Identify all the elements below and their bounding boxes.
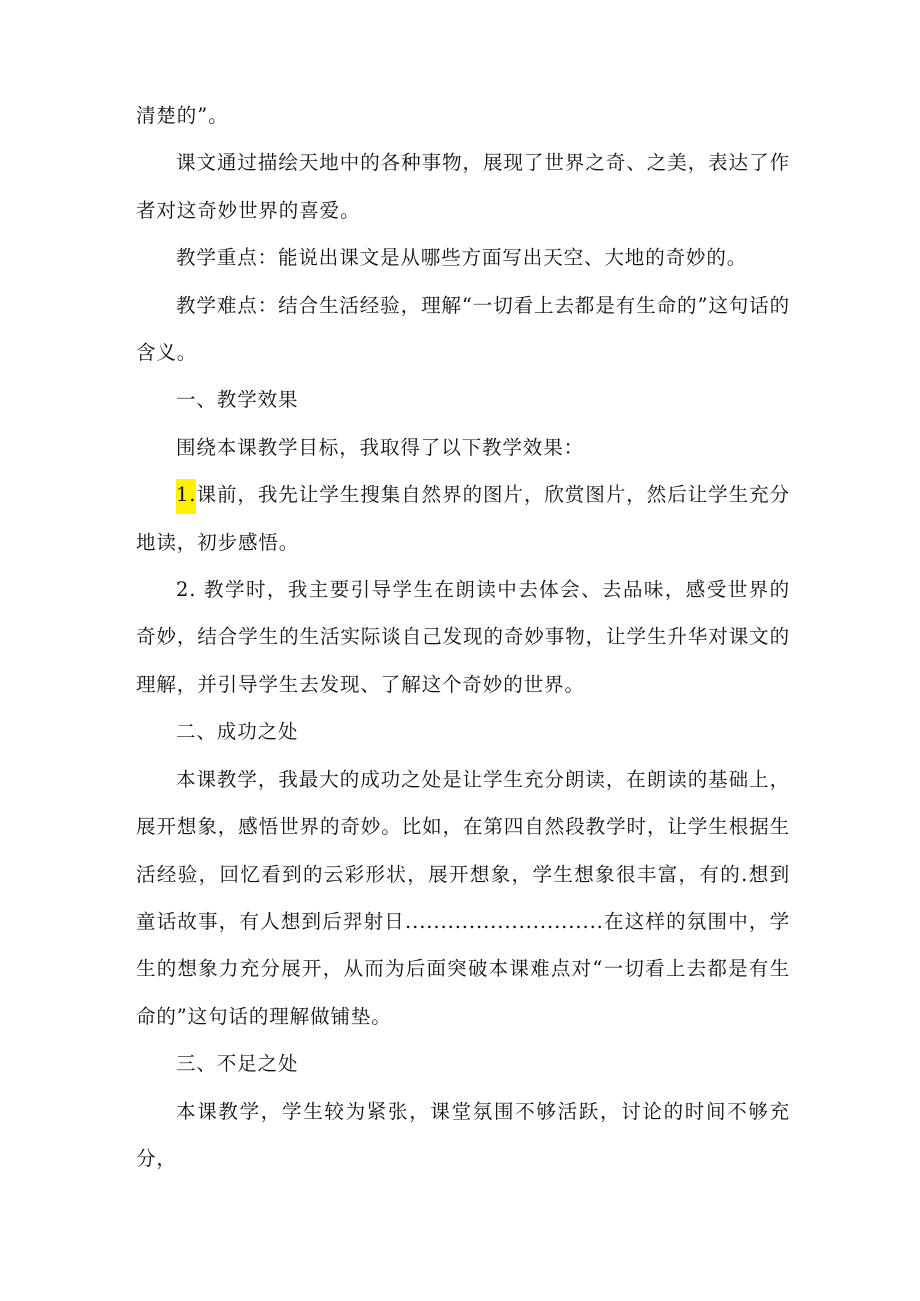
heading-shortcomings: 三、不足之处 <box>176 1052 299 1076</box>
document-body <box>136 92 790 1182</box>
paragraph-teaching-focus: 教学重点：能说出课文是从哪些方面写出天空、大地的奇妙的。 <box>176 246 748 270</box>
highlighted-item-number: 1. <box>176 479 196 514</box>
heading-teaching-effect: 一、教学效果 <box>176 388 299 412</box>
heading-success: 二、成功之处 <box>176 720 299 744</box>
paragraph-effect-item-1 <box>136 471 790 566</box>
paragraph-summary: 课文通过描绘天地中的各种事物，展现了世界之奇、之美，表达了作者对这奇妙世界的喜爱。 <box>136 151 790 222</box>
paragraph-effect-item-2: 2. 教学时，我主要引导学生在朗读中去体会、去品味，感受世界的奇妙，结合学生的生活实际谈自己发现的奇妙事物，让学生升华对课文的理解，并引导学生去发现、了解这个奇妙的世界。 <box>136 578 790 696</box>
effect-item-1-text: 课前，我先让学生搜集自然界的图片，欣赏图片，然后让学生充分地读，初步感悟。 <box>136 483 790 554</box>
paragraph-continuation: 清楚的”。 <box>136 104 229 127</box>
paragraph-shortcomings: 本课教学，学生较为紧张，课堂氛围不够活跃，讨论的时间不够充分， <box>136 1099 790 1170</box>
paragraph-success: 本课教学，我最大的成功之处是让学生充分朗读，在朗读的基础上，展开想象，感悟世界的奇妙。比如，在第四自然段教学时，让学生根据生活经验，回忆看到的云彩形状，展开想象，学生想象很丰富，有的.想到童话故事，有人想到后羿射日............................在这样的氛围中，学生的想象力充分展开，从而为后面突破本课难点对“一切看上去都是有生命的”这句话的理解做铺垫。 <box>136 767 790 1028</box>
paragraph-effect-intro: 围绕本课教学目标，我取得了以下教学效果： <box>176 435 585 459</box>
paragraph-teaching-difficulty: 教学难点：结合生活经验，理解“一切看上去都是有生命的”这句话的含义。 <box>136 293 790 365</box>
